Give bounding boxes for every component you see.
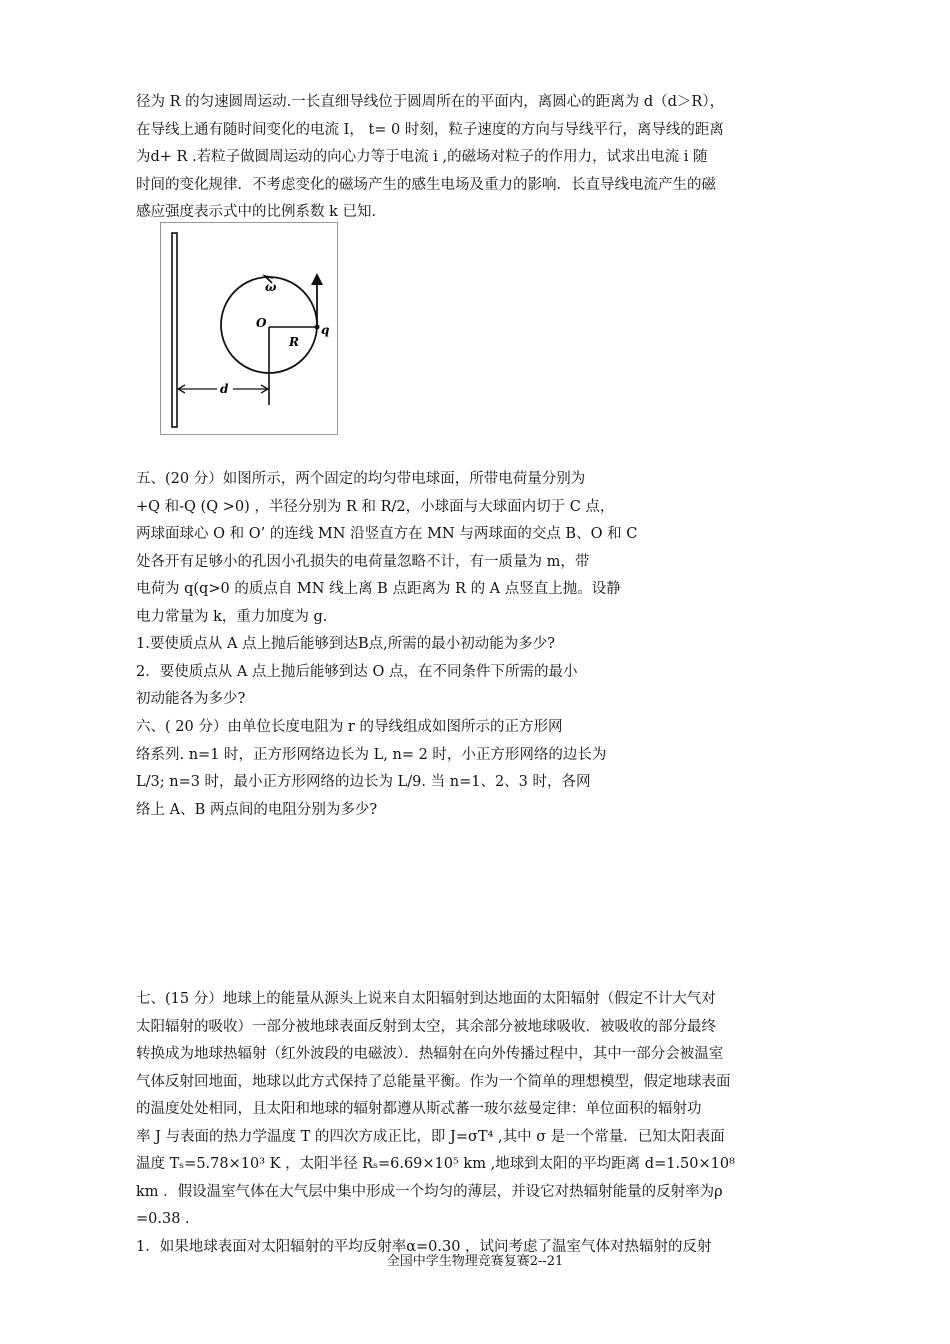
figure-drawing [161,223,337,434]
text-line: 温度 Tₛ=5.78×10³ K ，太阳半径 Rₛ=6.69×10⁵ km ,地球到太阳的平均距离 d=1.50×10⁸ [136,1156,735,1172]
text-line: 初动能各为多少? [136,691,246,707]
label-charge: q [321,323,330,337]
text-line: 感应强度表示式中的比例系数 k 已知. [136,204,377,220]
velocity-arrowhead-icon [311,273,323,285]
text-line: 五、(20 分）如图所示，两个固定的均匀带电球面，所带电荷量分别为 [136,471,586,487]
text-line: km ．假设温室气体在大气层中集中形成一个均匀的薄层，并设它对热辐射能量的反射率为ρ [136,1183,723,1200]
text-line: 率 J 与表面的热力学温度 T 的四次方成正比，即 J=σT⁴ ,其中 σ 是一个常量．已知太阳表面 [136,1128,725,1145]
text-line: =0.38 . [136,1211,190,1227]
text-line: 径为 R 的匀速圆周运动.一长直细导线位于圆周所在的平面内，离圆心的距离为 d（d＞R）， [136,94,725,110]
text-line: 络上 A、B 两点间的电阻分别为多少? [136,801,378,818]
problem-6-text [136,714,666,824]
text-line: 七、(15 分）地球上的能量从源头上说来自太阳辐射到达地面的太阳辐射（假定不计大气对 [136,991,716,1007]
page-footer: 全国中学生物理竞赛复赛2--21 [386,1254,564,1269]
text-line: 处各开有足够小的孔因小孔损失的电荷量忽略不计，有一质量为 m，带 [136,553,590,570]
text-line: +Q 和-Q (Q >0) ，半径分别为 R 和 R/2，小球面与大球面内切于 C 点， [136,498,615,515]
text-line: 2．要使质点从 A 点上抛后能够到达 O 点，在不同条件下所需的最小 [136,663,578,680]
text-line: 络系列. n=1 时，正方形网络边长为 L, n= 2 时，小正方形网络的边长为 [136,746,607,763]
text-line: 在导线上通有随时间变化的电流 I， t= 0 时刻，粒子速度的方向与导线平行，离导线的距离 [136,121,724,138]
charge-dot [315,325,320,330]
text-line: 两球面球心 O 和 O’ 的连线 MN 沿竖直方在 MN 与两球面的交点 B、O 和 C [136,526,638,542]
text-line: 的温度处处相同，且太阳和地球的辐射都遵从斯忒蕃一玻尔兹曼定律：单位面积的辐射功 [136,1101,702,1117]
text-line: 太阳辐射的吸收）一部分被地球表面反射到太空，其余部分被地球吸收．被吸收的部分最终 [136,1018,716,1035]
text-line: 六、( 20 分）由单位长度电阻为 r 的导线组成如图所示的正方形网 [136,719,563,735]
text-line: 为d+ R .若粒子做圆周运动的向心力等于电流 i ,的磁场对粒子的作用力，试求出电流 i 随 [136,149,708,165]
text-line: L/3; n=3 时，最小正方形网络的边长为 L/9. 当 n=1、2、3 时，各网 [136,774,591,790]
problem-7-text [136,986,816,1261]
label-distance: d [220,382,229,396]
text-line: 1．如果地球表面对太阳辐射的平均反射率α=0.30 ，试问考虑了温室气体对热辐射的反射 [136,1238,712,1255]
label-omega: ω [265,280,277,294]
circular-motion-figure [160,222,338,435]
text-line: 电力常量为 k，重力加度为 g. [136,608,328,625]
text-line: 电荷为 q(q>0 的质点自 MN 线上离 B 点距离为 R 的 A 点竖直上抛。设静 [136,581,621,597]
text-line: 时间的变化规律．不考虑变化的磁场产生的感生电场及重力的影响．长直导线电流产生的磁 [136,176,716,193]
problem-5-text [136,466,666,714]
text-line: 1.要使质点从 A 点上抛后能够到达B点,所需的最小初动能为多少? [136,636,556,652]
wire-shape [172,233,177,427]
text-line: 气体反射回地面，地球以此方式保持了总能量平衡。作为一个简单的理想模型，假定地球表面 [136,1073,731,1090]
text-line: 转换成为地球热辐射（红外波段的电磁波）．热辐射在向外传播过程中，其中一部分会被温室 [136,1046,724,1062]
label-center: O [256,316,267,330]
label-radius: R [289,335,299,349]
problem-4-text [136,89,816,227]
